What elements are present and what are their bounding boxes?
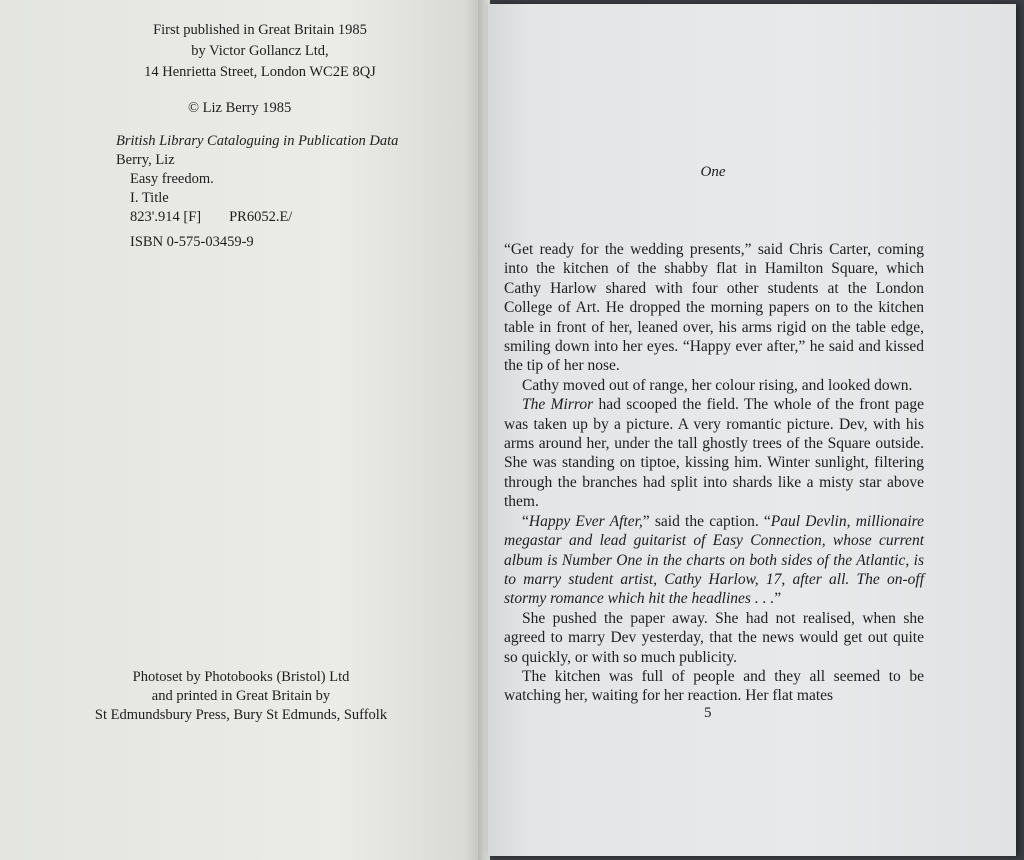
publication-line: 14 Henrietta Street, London WC2E 8QJ [144,64,376,80]
chapter-heading: One [700,164,726,180]
paragraph-text: had scooped the field. The whole of the front page was taken up by a picture. A very romantic picture. Dev, with his arms around her, under the tall ghostly trees of the Square outside. She was standing on tiptoe, kissing him. Winter sunlight, filtering through the branches had split into shards like a misty star above them. [504,396,924,511]
cip-heading: British Library Cataloguing in Publication Data [116,133,399,149]
page-number: 5 [704,705,712,721]
caption-title: Happy Ever After, [528,512,643,530]
newspaper-name: The Mirror [522,396,594,414]
copyright-notice: © Liz Berry 1985 [188,100,292,116]
paragraph-text: ” said the caption. “ [642,512,771,530]
cip-shelfmark: PR6052.E/ [229,209,293,225]
paragraph: “Get ready for the wedding presents,” said Chris Carter, coming into the kitchen of the shabby flat in Hamilton Square, which Cathy Harlow shared with four other students at the London College of Art. He dropped the morning papers on to the kitchen table in front of her, leaned over, his arms rigid on the table edge, smiling down into her eyes. “Happy ever after,” he said and kissed the tip of her nose. [504,241,924,375]
cip-book-title: Easy freedom. [130,171,214,187]
paragraph: She pushed the paper away. She had not realised, when she agreed to marry Dev yesterday, that the news would get out quite so quickly, or with so much publicity. [504,609,924,666]
cip-classification: 823'.914 [F] [130,209,202,225]
publication-line: First published in Great Britain 1985 [153,22,367,38]
caption-text: Paul Devlin, millionaire megastar and lead guitarist of Easy Connection, whose current album is Number One in the charts on both sides of the Atlantic, is to marry student artist, Cathy Harlow, 17, after all. The on-off stormy romance which hit the headlines . . . [504,512,924,608]
paragraph [504,395,924,511]
publication-info [110,20,410,83]
publication-line: by Victor Gollancz Ltd, [191,43,329,59]
paragraph: The kitchen was full of people and they all seemed to be watching her, waiting for her reaction. Her flat mates [504,667,924,705]
left-page [0,0,484,860]
printer-line: and printed in Great Britain by [151,688,331,704]
isbn: ISBN 0-575-03459-9 [130,234,254,250]
cataloguing-data [116,132,398,227]
paragraph [504,512,924,609]
printer-line: Photoset by Photobooks (Bristol) Ltd [132,669,350,685]
chapter-body [504,240,924,706]
cip-classification-row [116,208,398,227]
printer-info [76,668,406,725]
quote-mark: “ [522,512,529,530]
quote-mark: ” [774,590,782,608]
paragraph: Cathy moved out of range, her colour rising, and looked down. [522,376,913,394]
cip-series: I. Title [130,190,169,206]
cip-author: Berry, Liz [116,152,175,168]
printer-line: St Edmundsbury Press, Bury St Edmunds, Suffolk [94,707,388,723]
